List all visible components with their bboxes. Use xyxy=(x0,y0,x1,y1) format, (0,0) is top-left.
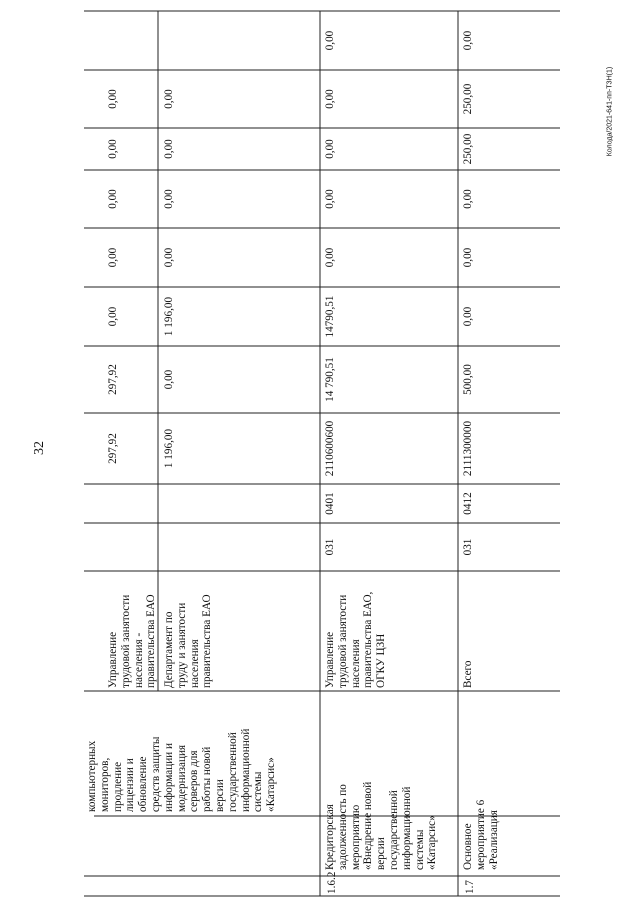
year-value: 0,00 xyxy=(462,30,474,51)
code-cell: 0412 xyxy=(462,492,474,515)
total-value: 297,92 xyxy=(107,433,119,464)
row-description: компьютерных мониторов, продление лицензии и обновление средств защиты информации и модернизация серверов для работы новой версии государственной информационной системы «Катарсис» xyxy=(86,728,278,812)
code-cell: 031 xyxy=(324,538,336,556)
code-cell: 2110600600 xyxy=(324,420,336,477)
year-value: 14790,51 xyxy=(324,295,336,338)
responsible-party: Всего xyxy=(462,660,474,688)
year-value: 0,00 xyxy=(324,89,336,109)
year-value: 0,00 xyxy=(107,189,119,209)
year-value: 250,00 xyxy=(462,133,474,165)
code-cell: 2111300000 xyxy=(462,420,474,477)
code-cell: 0401 xyxy=(324,492,336,515)
responsible-party: Управление трудовой занятости населения правительства ЕАО, ОГКУ ЦЗН xyxy=(324,591,388,688)
year-value: 0,00 xyxy=(324,139,336,159)
year-value: 1 196,00 xyxy=(163,296,175,337)
code-cell: 031 xyxy=(462,538,474,556)
year-value: 297,92 xyxy=(107,364,119,395)
row-number: 1.7 xyxy=(464,880,476,894)
year-value: 0,00 xyxy=(107,89,119,109)
row-number: 1.6.2 xyxy=(326,871,338,894)
document-stamp: Колода/2021-641-пп-ТЗН(1) xyxy=(606,66,614,157)
year-value: 0,00 xyxy=(163,247,175,268)
year-value: 250,00 xyxy=(462,83,474,115)
page-number: 32 xyxy=(32,441,47,455)
year-value: 0,00 xyxy=(462,189,474,209)
year-value: 0,00 xyxy=(107,306,119,327)
row-description: Основное мероприятие 6 «Реализация xyxy=(462,799,500,870)
total-value: 14 790,51 xyxy=(324,357,336,402)
year-value: 0,00 xyxy=(462,247,474,268)
year-value: 0,00 xyxy=(107,247,119,268)
year-value: 0,00 xyxy=(324,30,336,51)
row-description: Кредиторская задолженность по мероприятию «Внедрение новой версии государственной информационной системы «Катарсис» xyxy=(324,781,439,870)
year-value: 0,00 xyxy=(163,369,175,390)
year-value: 0,00 xyxy=(107,139,119,159)
year-value: 0,00 xyxy=(163,189,175,209)
year-value: 0,00 xyxy=(163,139,175,159)
year-value: 0,00 xyxy=(462,306,474,327)
responsible-party: Управление трудовой занятости населения - правительства ЕАО xyxy=(107,594,158,688)
year-value: 0,00 xyxy=(163,89,175,109)
year-value: 0,00 xyxy=(324,189,336,209)
responsible-party: Департамент по труду и занятости населения правительства ЕАО xyxy=(163,594,214,688)
year-value: 0,00 xyxy=(324,247,336,268)
rotated-table xyxy=(84,11,560,896)
total-value: 1 196,00 xyxy=(163,428,175,469)
total-value: 500,00 xyxy=(462,364,474,395)
